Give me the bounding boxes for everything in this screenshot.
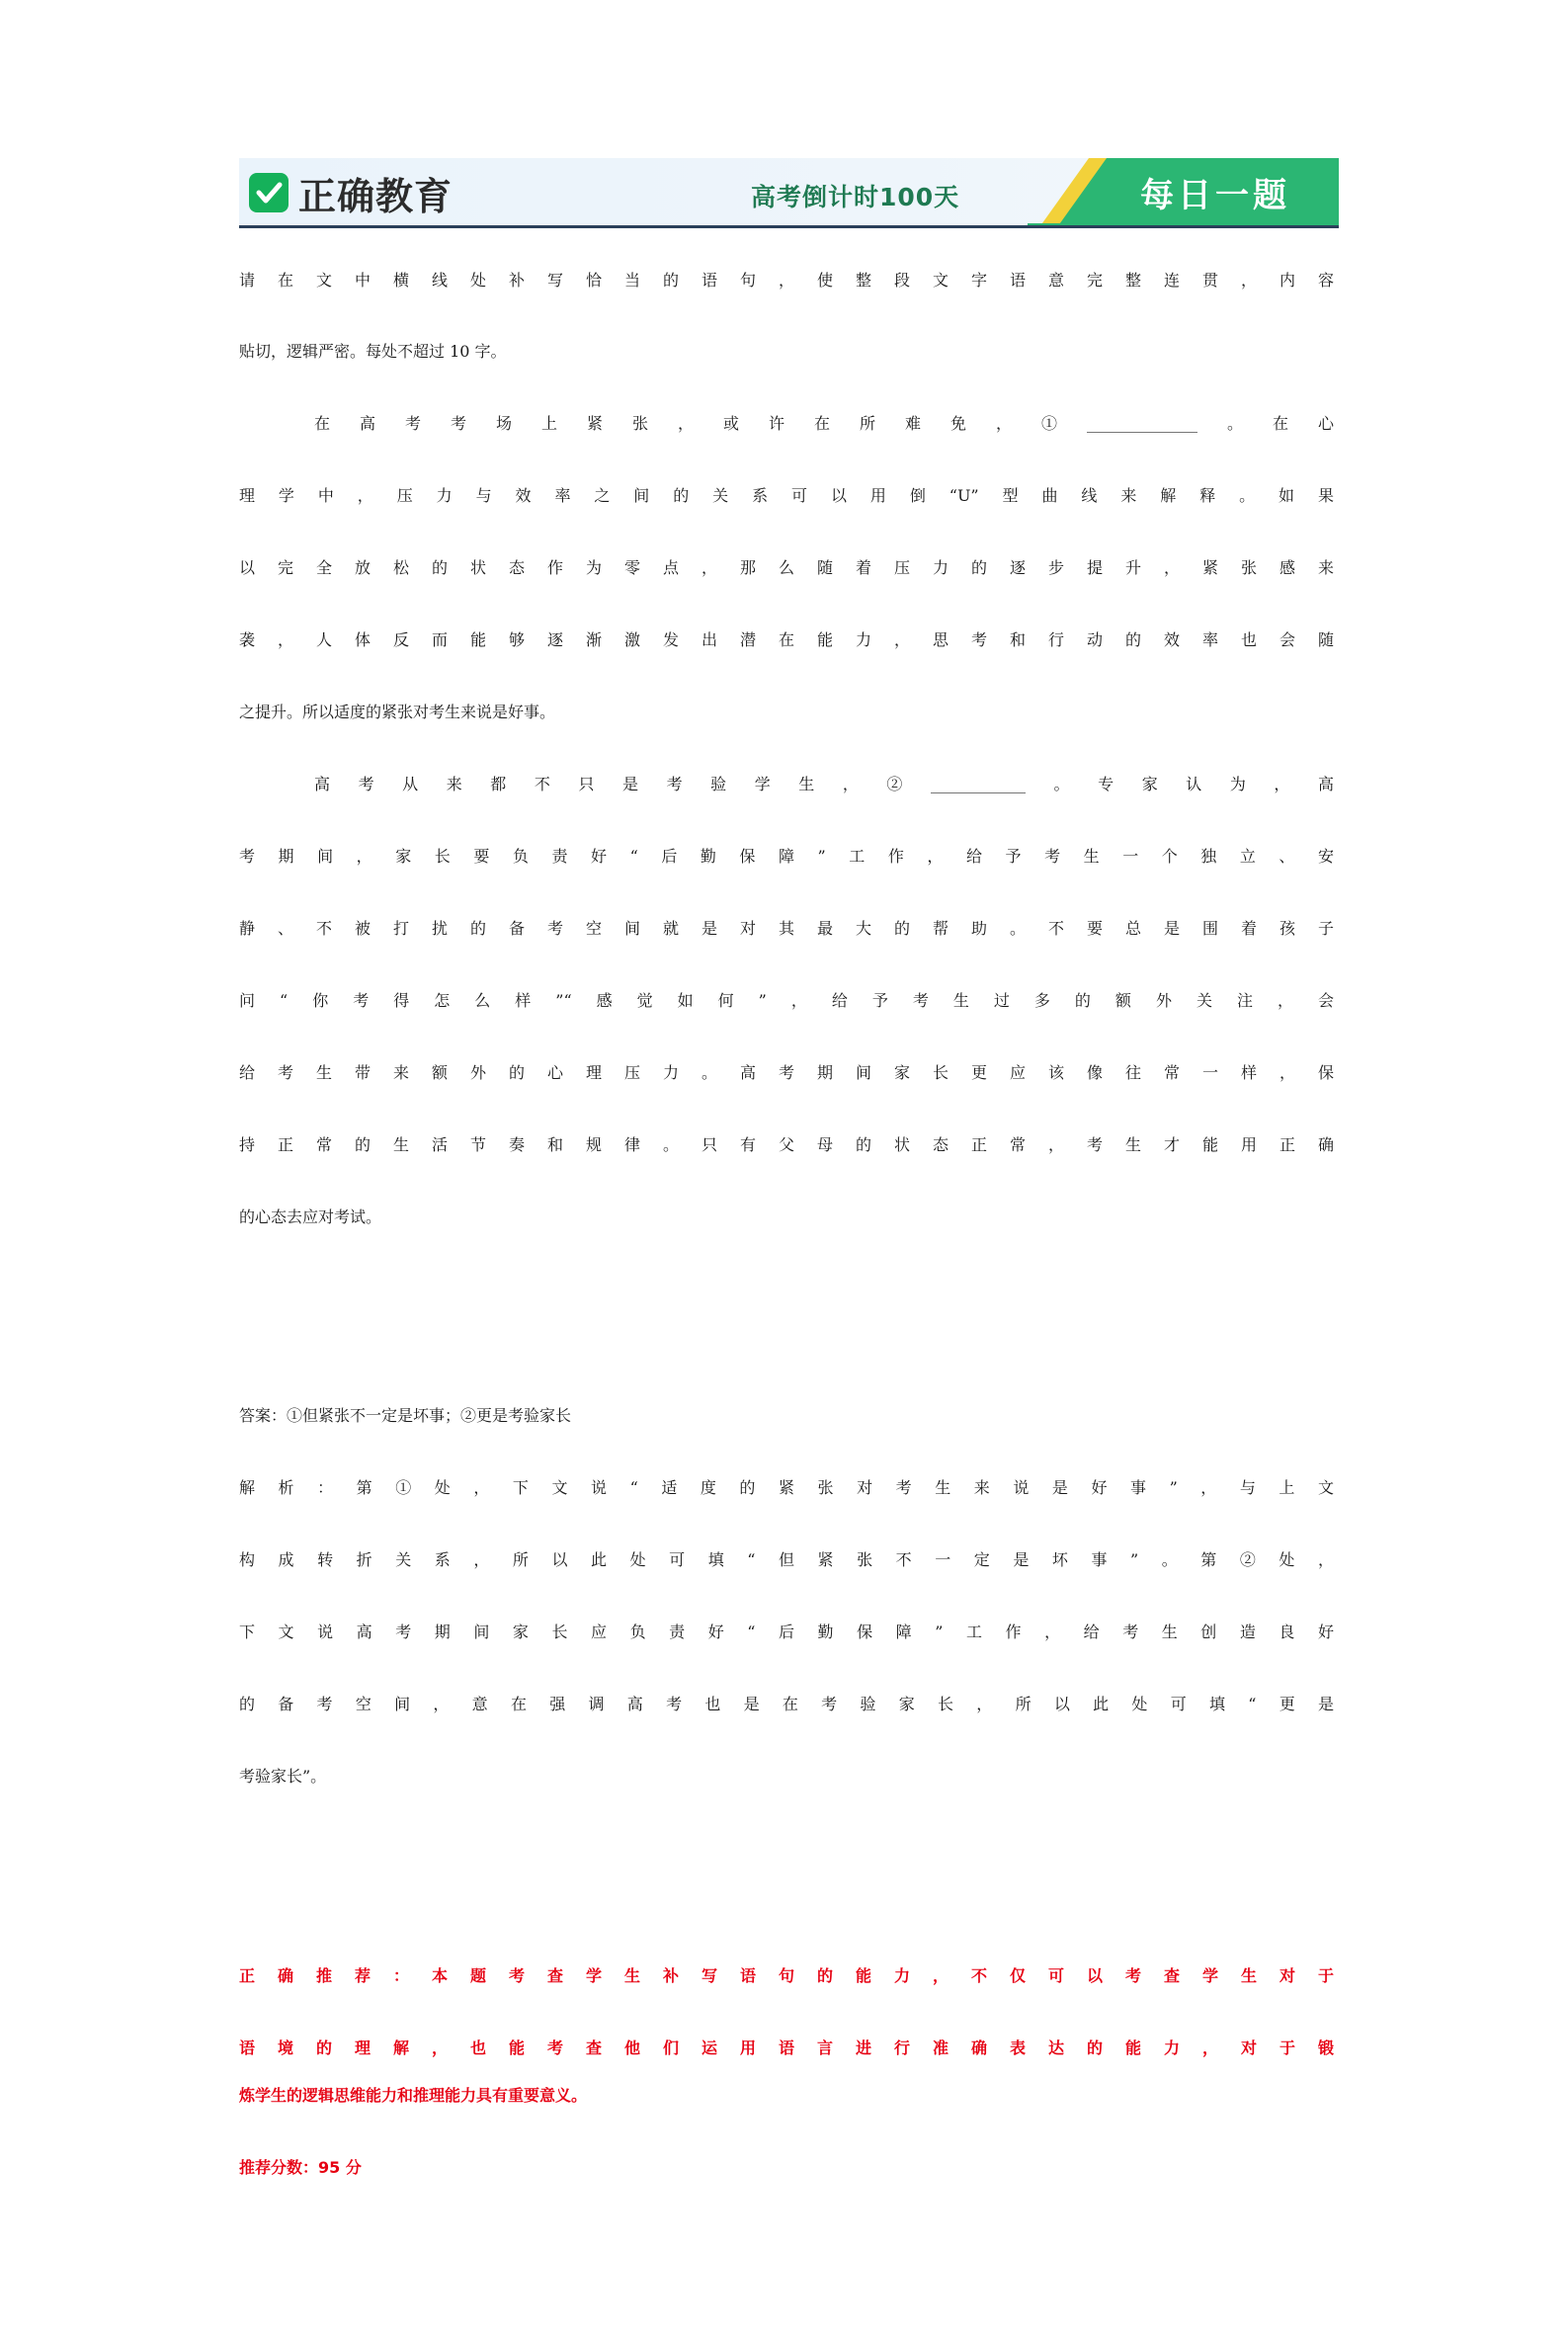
checkmark-icon <box>249 173 289 212</box>
passage-line: 持正常的生活节奏和规律。只有父母的状态正常，考生才能用正确 <box>239 1135 1334 1154</box>
passage-line: 之提升。所以适度的紧张对考生来说是好事。 <box>239 703 556 721</box>
analysis-line: 的备考空间，意在强调高考也是在考验家长，所以此处可填“更是 <box>239 1695 1334 1713</box>
analysis-line: 解析：第①处，下文说“适度的紧张对考生来说是好事”，与上文 <box>239 1478 1334 1497</box>
passage-line: 以完全放松的状态作为零点，那么随着压力的逐步提升，紧张感来 <box>239 558 1334 577</box>
daily-question-badge: 每日一题 <box>1140 176 1290 215</box>
passage-line: 给考生带来额外的心理压力。高考期间家长更应该像往常一样，保 <box>239 1063 1334 1082</box>
question-line: 贴切，逻辑严密。每处不超过 10 字。 <box>239 342 507 361</box>
brand-logo <box>249 170 454 218</box>
passage-line: 考期间，家长要负责好“后勤保障”工作，给予考生一个独立、安 <box>239 847 1334 866</box>
passage-line: 理学中，压力与效率之间的关系可以用倒“U”型曲线来解释。如果 <box>239 486 1334 505</box>
passage-line: 高考从来都不只是考验学生，②____________。专家认为，高 <box>314 775 1334 793</box>
passage-line: 袭，人体反而能够逐渐激发出潜在能力，思考和行动的效率也会随 <box>239 630 1334 649</box>
recommendation-score: 推荐分数：95 分 <box>239 2158 362 2177</box>
recommendation-line: 语境的理解，也能考查他们运用语言进行准确表达的能力，对于锻 <box>239 2039 1334 2057</box>
recommendation-line: 炼学生的逻辑思维能力和推理能力具有重要意义。 <box>239 2086 588 2105</box>
brand-name: 正确教育 <box>298 174 454 218</box>
question-line: 请在文中横线处补写恰当的语句，使整段文字语意完整连贯，内容 <box>239 271 1334 290</box>
countdown-label: 高考倒计时100天 <box>751 183 960 211</box>
header-underline <box>239 225 1339 228</box>
analysis-line: 下文说高考期间家长应负责好“后勤保障”工作，给考生创造良好 <box>239 1623 1334 1641</box>
passage-line: 问“你考得怎么样”“感觉如何”，给予考生过多的额外关注，会 <box>239 991 1334 1010</box>
answer-line: 答案：①但紧张不一定是坏事；②更是考验家长 <box>239 1406 572 1425</box>
passage-line: 静、不被打扰的备考空间就是对其最大的帮助。不要总是围着孩子 <box>239 919 1334 938</box>
analysis-line: 考验家长”。 <box>239 1767 327 1786</box>
analysis-line: 构成转折关系，所以此处可填“但紧张不一定是坏事”。第②处， <box>239 1550 1334 1569</box>
passage-line: 的心态去应对考试。 <box>239 1207 382 1226</box>
passage-line: 在高考考场上紧张，或许在所难免，①______________。在心 <box>314 414 1334 433</box>
recommendation-line: 正确推荐：本题考查学生补写语句的能力，不仅可以考查学生对于 <box>239 1966 1334 1985</box>
